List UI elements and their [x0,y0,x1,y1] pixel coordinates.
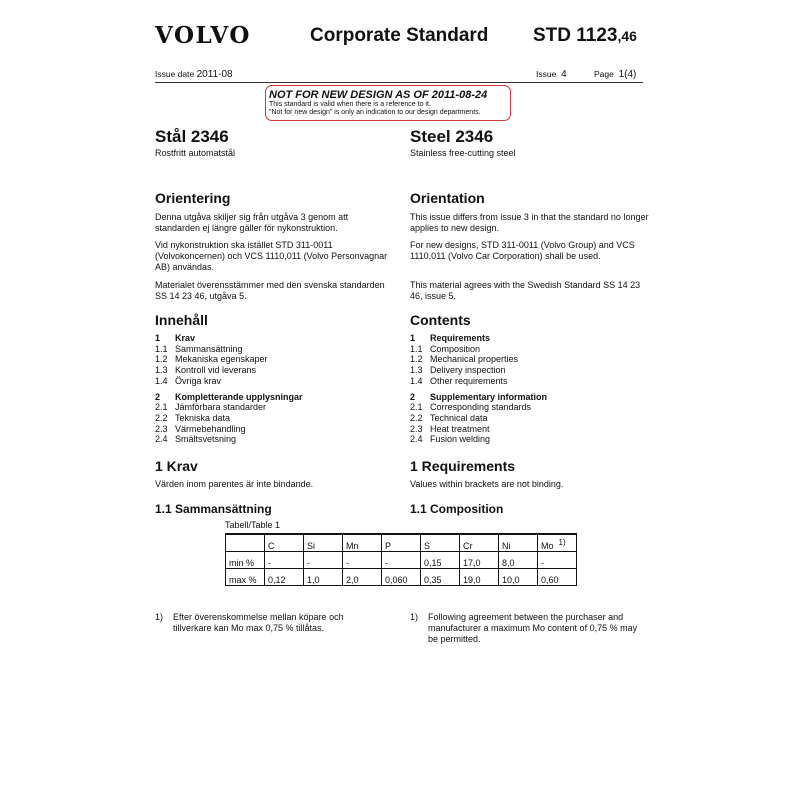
table-cell: 8,0 [499,552,538,569]
table-header-cell-mo: Mo $^{1)}$ [538,534,577,552]
table-header-cell: Ni [499,534,538,552]
composition-heading-en: 1.1 Composition [410,502,504,516]
requirements-heading-en: 1 Requirements [410,458,516,474]
toc-en [410,333,547,445]
toc-item: 2.2 Tekniska data [155,412,231,423]
table-header-cell: Cr [460,534,499,552]
page-label: Page [594,69,614,79]
table-cell: 0,060 [382,569,421,586]
issue-date [155,69,233,80]
toc-item: 2.4 Smältsvetsning [155,434,237,445]
requirements-text-en: Values within brackets are not binding. [410,479,564,489]
orientation-para-3-en: This material agrees with the Swedish Standard SS 14 23 46, issue 5. [410,280,641,301]
table-cell: 2,0 [343,569,382,586]
toc-sv [155,333,303,445]
header-divider [155,82,643,83]
document-type-title: Corporate Standard [310,25,489,46]
notice-line-1: This standard is valid when there is a reference to it. [269,101,431,108]
table-cell: 1,0 [304,569,343,586]
toc-item: 2.3 Värmebehandling [155,423,246,434]
standard-number [533,25,637,47]
requirements-text-sv: Värden inom parentes är inte bindande. [155,479,314,489]
issue-date-label: Issue date [155,69,195,79]
notice-line-2: "Not for new design" is only an indication to our design departments. [269,109,481,116]
mo-footnote-ref: 1) [558,538,566,547]
orientation-para-1-en: This issue differs from issue 3 in that the standard no longer applies to new design. [410,212,649,233]
table-row [226,569,577,586]
toc-item: 1.2 Mekaniska egenskaper [155,354,268,365]
notice-title: NOT FOR NEW DESIGN AS OF 2011-08-24 [269,89,488,101]
orientation-para-3-sv: Materialet överensstämmer med den svenska standarden SS 14 23 46, utgåva 5. [155,280,385,301]
toc-item: 1.2 Mechanical properties [410,354,519,365]
toc-item: 1.4 Övriga krav [155,375,222,386]
table-cell: 0,35 [421,569,460,586]
table-cell: - [265,552,304,569]
toc-item: 2.2 Technical data [410,412,488,423]
issue-value: 4 [561,69,567,80]
toc-item: 2 Kompletterande upplysningar [155,391,303,402]
toc-item: 1.3 Kontroll vid leverans [155,365,257,376]
footnote-number-sv: 1) [155,612,164,622]
table-header-cell: P [382,534,421,552]
requirements-heading-sv: 1 Krav [155,458,198,474]
toc-item: 2 Supplementary information [410,391,548,402]
toc-item: 1.3 Delivery inspection [410,365,506,376]
table-cell: min % [226,552,265,569]
table-cell: - [538,552,577,569]
orientation-para-2-en: For new designs, STD 311-0011 (Volvo Group) and VCS 1110,011 (Volvo Car Corporation) shall be used. [410,240,635,261]
table-cell: max % [226,569,265,586]
table-header-cell: Si [304,534,343,552]
issue-label: Issue [536,69,557,79]
issue-date-value: 2011-08 [196,69,233,80]
issue-number [536,69,567,80]
standard-number-main: STD 1123 [533,25,618,46]
composition-heading-sv: 1.1 Sammansättning [155,502,272,516]
table-cell: 0,15 [421,552,460,569]
table-header-cell [226,534,265,552]
table-cell: 0,60 [538,569,577,586]
toc-item: 1 Requirements [410,333,491,343]
volvo-logo: VOLVO [155,22,251,49]
footnote-number-en: 1) [410,612,419,622]
table-cell: - [382,552,421,569]
toc-item: 2.3 Heat treatment [410,423,490,434]
footnote-sv [155,612,380,634]
orientation-heading-sv: Orientering [155,190,231,206]
composition-table [225,533,577,586]
orientation-para-1-sv: Denna utgåva skiljer sig från utgåva 3 genom att standarden ej längre gäller för nykonstruktion. [155,212,349,233]
table-header-cell: Mn [343,534,382,552]
not-for-new-design-notice [265,85,511,121]
table-cell: 17,0 [460,552,499,569]
page-value: 1(4) [618,69,637,80]
footnote-en [410,612,642,645]
footnote-text-sv: Efter överenskommelse mellan köpare och tillverkare kan Mo max 0,75 % tillåtas. [173,612,344,633]
subtitle-en: Stainless free-cutting steel [410,148,516,158]
table-row [226,552,577,569]
table-cell: 10,0 [499,569,538,586]
contents-heading-sv: Innehåll [155,312,208,328]
subtitle-sv: Rostfritt automatstål [155,148,236,158]
table-cell: 19,0 [460,569,499,586]
page-number [594,69,636,80]
title-en: Steel 2346 [410,127,494,146]
footnote-text-en: Following agreement between the purchaser and manufacturer a maximum Mo content of 0,75 % may be permitted. [428,612,638,644]
contents-heading-en: Contents [410,312,471,328]
toc-item: 1.1 Composition [410,343,481,354]
toc-item: 2.1 Jämförbara standarder [155,402,267,413]
orientation-heading-en: Orientation [410,190,485,206]
table-header-cell: C [265,534,304,552]
title-sv: Stål 2346 [155,127,229,146]
toc-item: 1.4 Other requirements [410,375,508,386]
table-cell: - [343,552,382,569]
toc-item: 1.1 Sammansättning [155,343,243,354]
table-cell: 0,12 [265,569,304,586]
table-header-row [226,534,577,552]
orientation-para-2-sv: Vid nykonstruktion ska istället STD 311-0011 (Volvokoncernen) och VCS 1110,011 (Volvo Personvagnar AB) användas. [155,240,388,272]
toc-item: 1 Krav [155,333,196,343]
toc-item: 2.1 Corresponding standards [410,402,532,413]
standard-number-suffix: ,46 [617,28,637,44]
table-cell: - [304,552,343,569]
toc-item: 2.4 Fusion welding [410,434,491,445]
table-header-cell: S [421,534,460,552]
table-caption: Tabell/Table 1 [225,520,281,530]
